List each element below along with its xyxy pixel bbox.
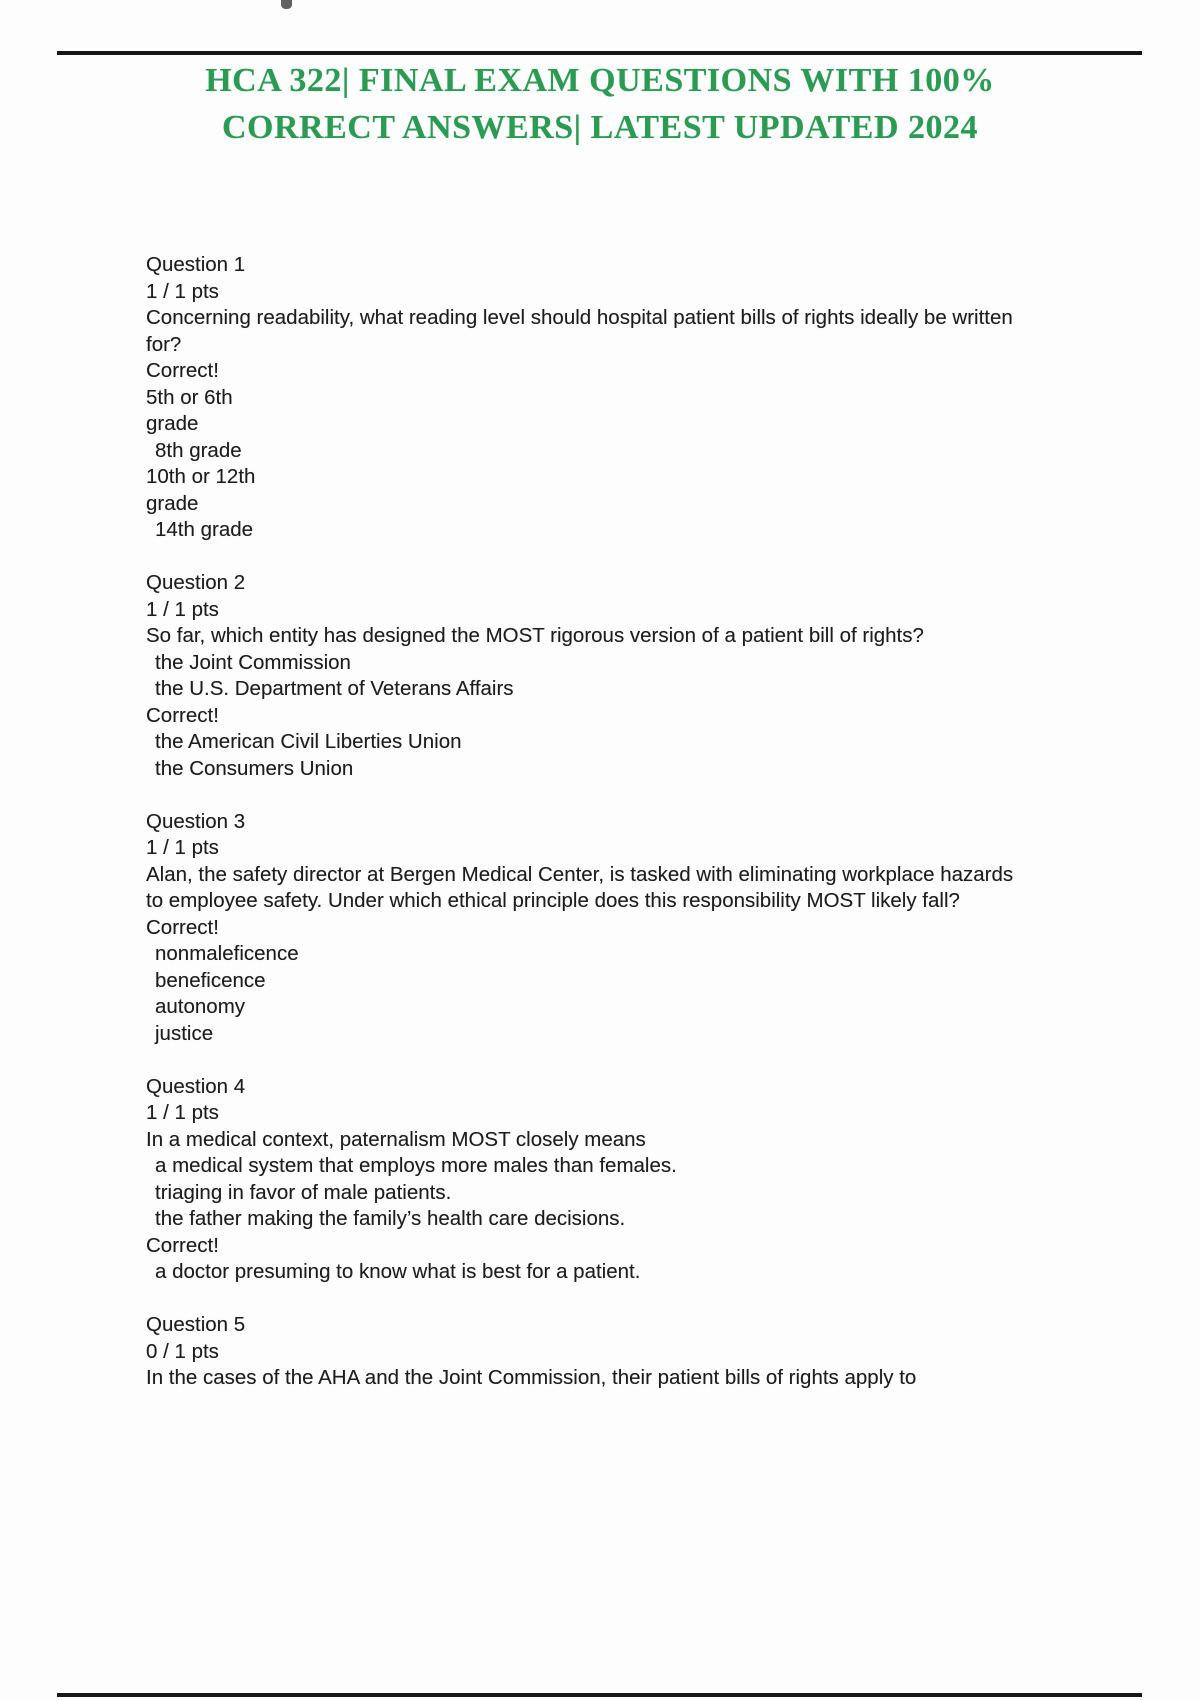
title-line-2: CORRECT ANSWERS| LATEST UPDATED 2024 [221,109,979,146]
question-label: Question 4 [146,1074,246,1098]
question-line: autonomy [155,995,246,1018]
correct-marker: Correct! [146,915,219,939]
question-label: Question 2 [146,571,246,594]
question-line: nonmaleficence [155,942,299,965]
bottom-rule [57,1693,1142,1697]
question-line: 8th grade [155,438,242,462]
question-line: the Joint Commission [155,650,351,674]
question-line: triaging in favor of male patients. [155,1180,452,1204]
question-gap [146,544,1156,571]
question-line: Concerning readability, what reading level should hospital patient bills of rights ideally be written [146,306,1013,329]
question-line: 14th grade [155,518,254,541]
question-line: the Consumers Union [155,756,354,780]
question-line: the father making the family’s health care decisions. [155,1207,626,1230]
question-label: Question 5 [146,1313,246,1336]
question-line: Alan, the safety director at Bergen Medical Center, is tasked with eliminating workplace hazards [146,862,1014,886]
question-line: 10th or 12th [146,465,256,488]
title-line-1: HCA 322| FINAL EXAM QUESTIONS WITH 100% [205,62,995,99]
points-label: 1 / 1 pts [146,279,219,303]
question-line: the American Civil Liberties Union [155,730,462,753]
question-gap [146,1286,1156,1313]
top-rule [57,51,1142,55]
question-line: justice [155,1021,214,1045]
question-line: grade [146,412,199,435]
points-label: 0 / 1 pts [146,1339,219,1363]
question-line: grade [146,491,199,515]
question-label: Question 1 [146,253,246,276]
question-gap [146,1047,1156,1074]
points-label: 1 / 1 pts [146,836,219,859]
question-line: In a medical context, paternalism MOST closely means [146,1127,646,1151]
page-artifact [281,0,292,9]
questions-body [146,252,1156,1392]
question-line: beneficence [155,968,266,992]
question-gap [146,782,1156,809]
points-label: 1 / 1 pts [146,1101,219,1124]
question-line: So far, which entity has designed the MOST rigorous version of a patient bill of rights? [146,624,924,647]
question-line: 5th or 6th [146,385,233,409]
question-line: a medical system that employs more males than females. [155,1154,677,1177]
document-title [0,57,1200,151]
correct-marker: Correct! [146,359,219,382]
question-line: for? [146,332,182,356]
points-label: 1 / 1 pts [146,597,219,621]
question-line: to employee safety. Under which ethical principle does this responsibility MOST likely fall? [146,889,960,912]
question-line: the U.S. Department of Veterans Affairs [155,677,514,700]
question-line: In the cases of the AHA and the Joint Commission, their patient bills of rights apply to [146,1366,917,1389]
question-label: Question 3 [146,809,246,833]
question-line: a doctor presuming to know what is best for a patient. [155,1260,641,1283]
correct-marker: Correct! [146,1233,219,1257]
correct-marker: Correct! [146,703,219,727]
